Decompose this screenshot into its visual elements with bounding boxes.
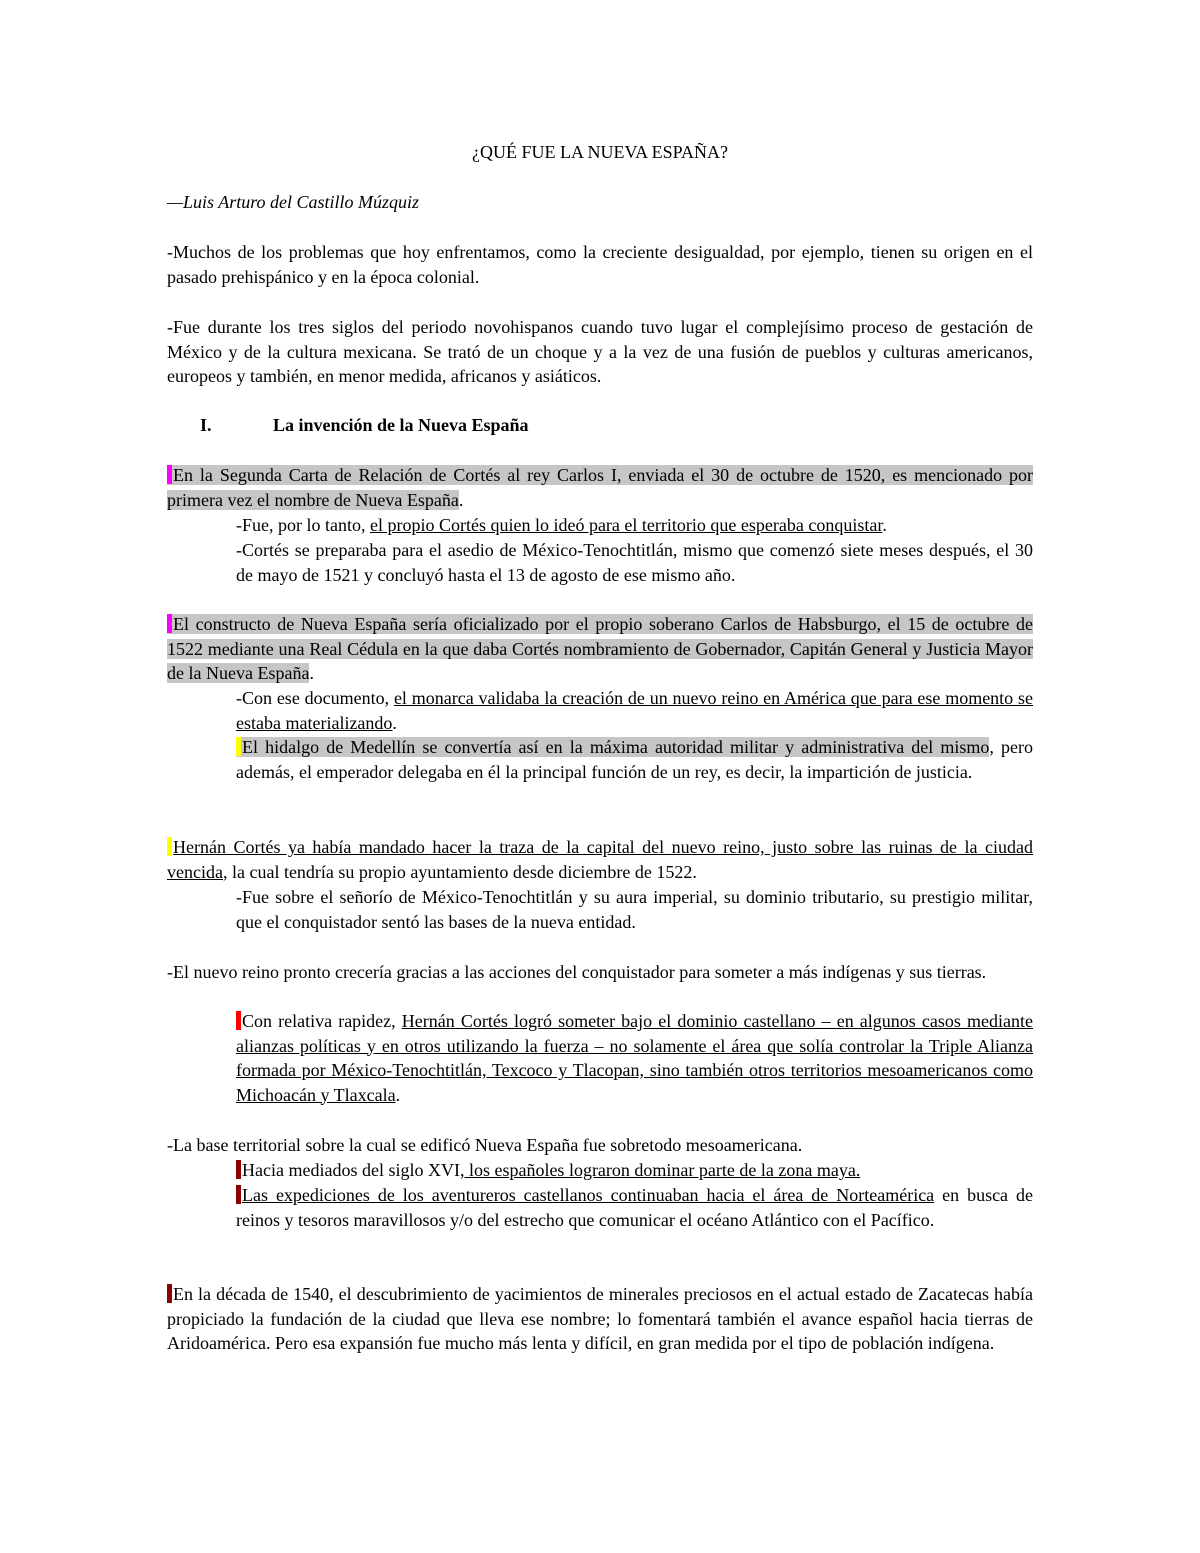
document-title: ¿QUÉ FUE LA NUEVA ESPAÑA? <box>471 142 729 162</box>
paragraph-nuevo-reino: -El nuevo reino pronto crecería gracias a las acciones del conquistador para someter a más indígenas y sus tierras. <box>167 962 987 982</box>
underlined-text: el propio Cortés quien lo ideó para el territorio que esperaba conquistar <box>369 515 883 535</box>
underlined-text: Las expediciones de los aventureros castellanos continuaban hacia el área de Norteamérica <box>242 1185 935 1205</box>
section-heading <box>200 413 529 438</box>
underlined-text: el monarca validaba la creación de un nuevo reino en América que para ese momento se estaba materializando <box>236 688 1033 733</box>
underlined-text: , los españoles lograron dominar parte de la zona maya. <box>459 1160 861 1180</box>
paragraph-decada-1540: En la década de 1540, el descubrimiento de yacimientos de minerales preciosos en el actual estado de Zacatecas había propiciado la fundación de la ciudad que lleva ese nombre; lo fomentará también el avance español hacia tierras de Aridoamérica. Pero esa expansión fue mucho más lenta y difícil, en gran medida por el tipo de población indígena. <box>167 1284 1033 1353</box>
bullet-zona-maya: Hacia mediados del siglo XVI, los españoles lograron dominar parte de la zona maya. <box>236 1158 1033 1183</box>
underlined-text: Hernán Cortés ya había mandado hacer la traza de la capital del nuevo reino, justo sobre las ruinas de la ciudad vencida <box>167 837 1033 882</box>
darkred-marker <box>236 1160 241 1179</box>
yellow-marker <box>167 837 172 856</box>
bullet-relativa-rapidez: Con relativa rapidez, Hernán Cortés logró someter bajo el dominio castellano – en algunos casos mediante alianzas políticas y en otros utilizando la fuerza – no solamente el área que solía controlar la Triple Alianza formada por México-Tenochtitlán, Texcoco y Tlacopan, sino también otros territorios mesoamericanos como Michoacán y Tlaxcala. <box>236 1011 1033 1105</box>
magenta-marker <box>167 614 172 633</box>
bullet-cortes-ideo: -Fue, por lo tanto, el propio Cortés quien lo ideó para el territorio que esperaba conquistar. <box>236 515 887 535</box>
red-marker <box>236 1011 241 1030</box>
paragraph-constructo: El constructo de Nueva España sería oficializado por el propio soberano Carlos de Habsburgo, el 15 de octubre de 1522 mediante una Real Cédula en la que daba Cortés nombramiento de Gobernador, Capitán General y Justicia Mayor de la Nueva España. <box>167 614 1033 683</box>
section-number: I. <box>200 415 212 435</box>
darkred-marker <box>236 1185 241 1204</box>
yellow-marker <box>236 737 241 756</box>
bullet-asedio: -Cortés se preparaba para el asedio de México-Tenochtitlán, mismo que comenzó siete meses después, el 30 de mayo de 1521 y concluyó hasta el 13 de agosto de ese mismo año. <box>236 540 1033 585</box>
magenta-marker <box>167 465 172 484</box>
section-title: La invención de la Nueva España <box>273 415 529 435</box>
highlighted-text: El constructo de Nueva España sería oficializado por el propio soberano Carlos de Habsburgo, el 15 de octubre de 1522 mediante una Real Cédula en la que daba Cortés nombramiento de Gobernador, Capitán General y Justicia Mayor de la Nueva España <box>167 614 1033 683</box>
paragraph-intro-2: -Fue durante los tres siglos del periodo novohispanos cuando tuvo lugar el complejísimo proceso de gestación de México y de la cultura mexicana. Se trató de un choque y a la vez de una fusión de pueblos y culturas americanos, europeos y también, en menor medida, africanos y asiáticos. <box>167 317 1033 386</box>
underlined-text: Hernán Cortés logró someter bajo el dominio castellano – en algunos casos mediante alianzas políticas y en otros utilizando la fuerza – no solamente el área que solía controlar la Triple Alianza formada por México-Tenochtitlán, Texcoco y Tlacopan, sino también otros territorios mesoamericanos como Michoacán y Tlaxcala <box>236 1011 1033 1105</box>
darkred-marker <box>167 1284 172 1303</box>
bullet-expediciones: Las expediciones de los aventureros castellanos continuaban hacia el área de Norteamérica en busca de reinos y tesoros maravillosos y/o del estrecho que comunicar el océano Atlántico con el Pacífico. <box>236 1185 1033 1230</box>
bullet-senorio: -Fue sobre el señorío de México-Tenochtitlán y su aura imperial, su dominio tributario, su prestigio militar, que el conquistador sentó las bases de la nueva entidad. <box>236 887 1033 932</box>
paragraph-base-territorial: -La base territorial sobre la cual se edificó Nueva España fue sobretodo mesoamericana. <box>167 1135 803 1155</box>
bullet-documento: -Con ese documento, el monarca validaba la creación de un nuevo reino en América que para ese momento se estaba materializando. <box>236 688 1033 733</box>
highlighted-text: En la Segunda Carta de Relación de Cortés al rey Carlos I, enviada el 30 de octubre de 1520, es mencionado por primera vez el nombre de Nueva España <box>167 465 1033 510</box>
bullet-hidalgo: El hidalgo de Medellín se convertía así en la máxima autoridad militar y administrativa del mismo, pero además, el emperador delegaba en él la principal función de un rey, es decir, la impartición de justicia. <box>236 737 1034 782</box>
author-line: —Luis Arturo del Castillo Múzquiz <box>167 192 420 212</box>
paragraph-intro-1: -Muchos de los problemas que hoy enfrentamos, como la creciente desigualdad, por ejemplo, tienen su origen en el pasado prehispánico y en la época colonial. <box>167 242 1033 287</box>
paragraph-traza: Hernán Cortés ya había mandado hacer la traza de la capital del nuevo reino, justo sobre las ruinas de la ciudad vencida, la cual tendría su propio ayuntamiento desde diciembre de 1522. <box>167 837 1033 882</box>
highlighted-text: El hidalgo de Medellín se convertía así en la máxima autoridad militar y administrativa del mismo <box>236 737 989 757</box>
paragraph-segunda-carta: En la Segunda Carta de Relación de Cortés al rey Carlos I, enviada el 30 de octubre de 1520, es mencionado por primera vez el nombre de Nueva España. <box>167 465 1033 510</box>
